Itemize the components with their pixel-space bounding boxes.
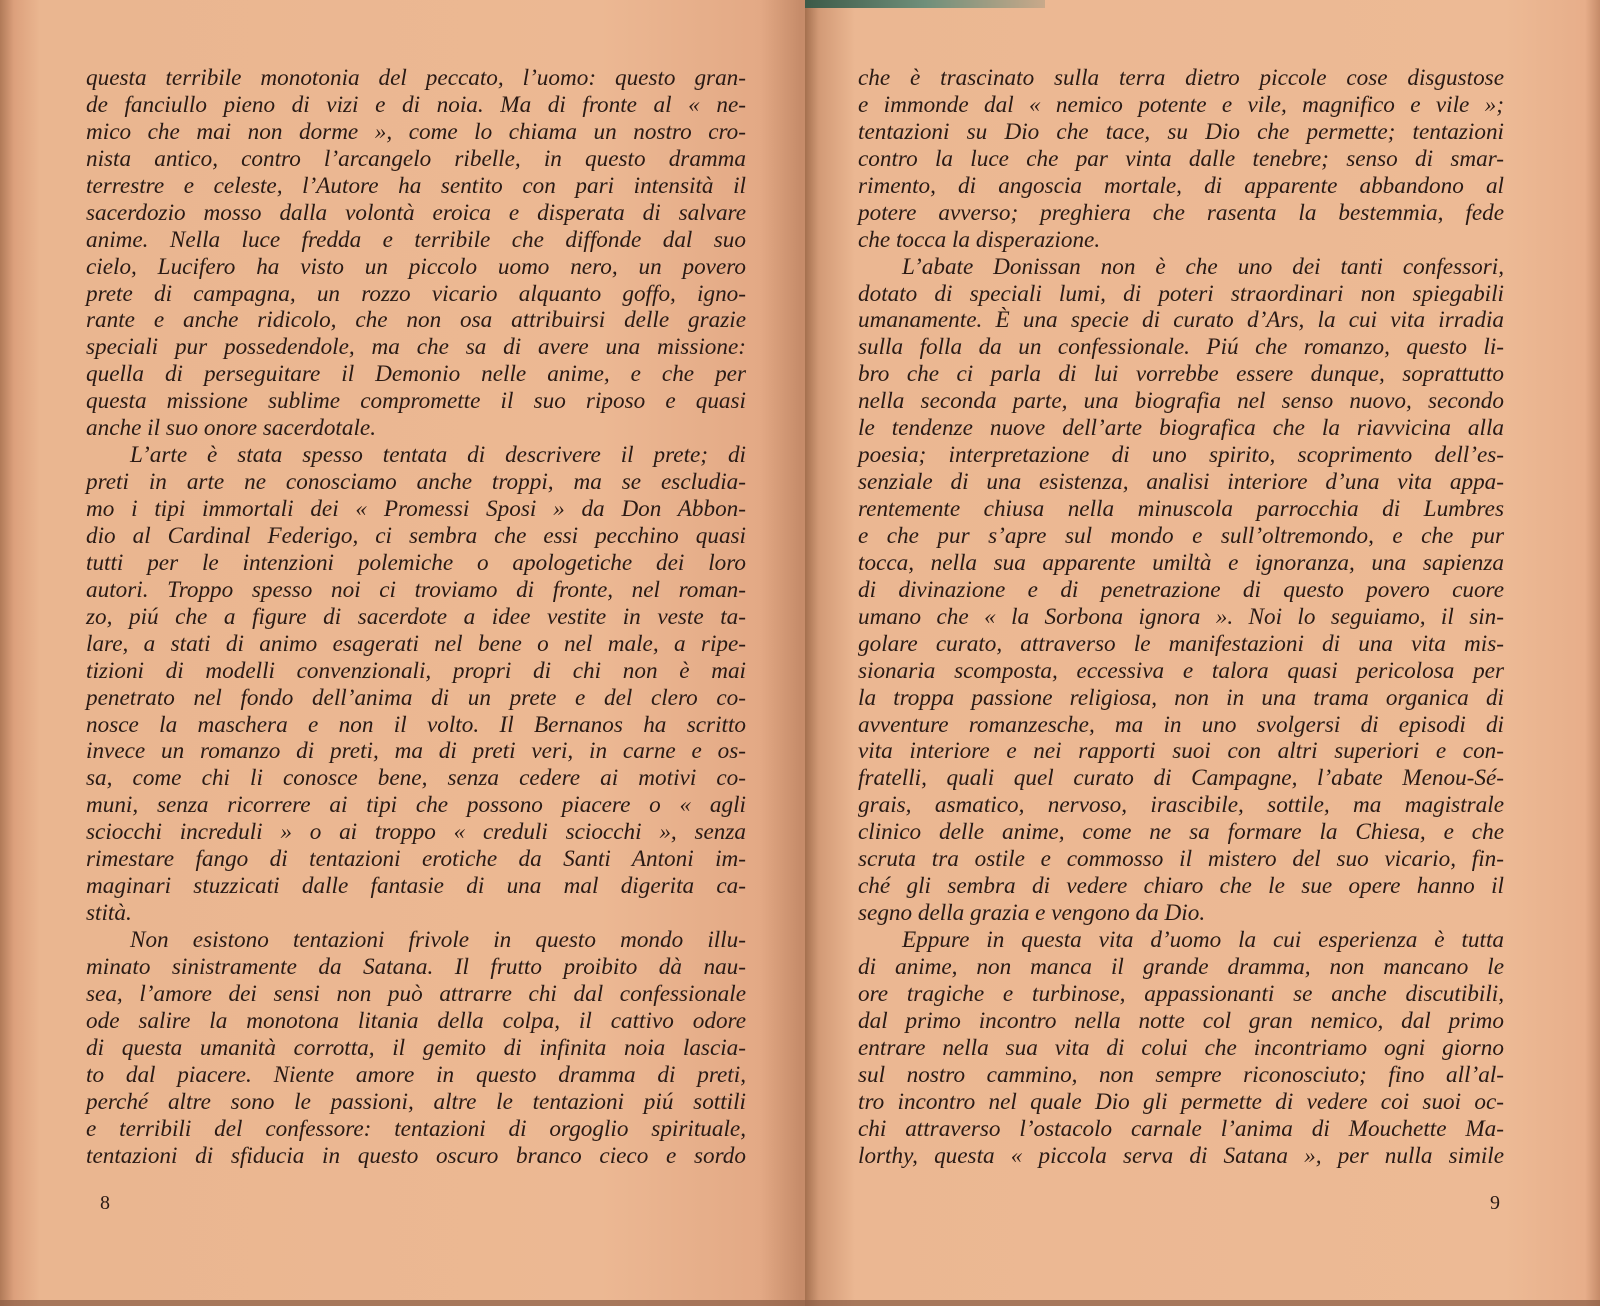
text-line: sulla folla da un confessionale. Piú che romanzo, questo li- <box>858 334 1504 361</box>
text-line: dio al Cardinal Federigo, ci sembra che essi pecchino quasi <box>86 522 746 549</box>
text-line: speciali pur possedendole, ma che sa di avere una missione: <box>86 334 746 361</box>
right-page <box>805 0 1600 1306</box>
text-line: poesia; interpretazione di uno spirito, scoprimento dell’es- <box>858 442 1504 469</box>
page-number: 9 <box>1490 1192 1500 1214</box>
text-line: prete di campagna, un rozzo vicario alquanto goffo, igno- <box>86 280 746 307</box>
text-line: terrestre e celeste, l’Autore ha sentito con pari intensità il <box>86 172 746 199</box>
text-line: questa missione sublime compromette il suo riposo e quasi <box>86 388 746 415</box>
text-line: penetrato nel fondo dell’anima di un prete e del clero co- <box>86 684 746 711</box>
text-line: tentazioni di sfiducia in questo oscuro branco cieco e sordo <box>86 1142 746 1169</box>
text-line: le tendenze nuove dell’arte biografica che la riavvicina alla <box>858 415 1504 442</box>
text-line: sciocchi increduli » o ai troppo « creduli sciocchi », senza <box>86 819 746 846</box>
text-line: tocca, nella sua apparente umiltà e ignoranza, una sapienza <box>858 549 1504 576</box>
text-line: L’abate Donissan non è che uno dei tanti confessori, <box>902 253 1504 280</box>
text-line: tro incontro nel quale Dio gli permette di vedere coi suoi oc- <box>858 1088 1504 1115</box>
page-number: 8 <box>100 1192 110 1214</box>
text-line: contro la luce che par vinta dalle tenebre; senso di smar- <box>858 145 1504 172</box>
text-line: to dal piacere. Niente amore in questo dramma di preti, <box>86 1061 746 1088</box>
text-line: e che pur s’apre sul mondo e sull’oltremondo, e che pur <box>858 522 1504 549</box>
text-line: sea, l’amore dei sensi non può attrarre chi dal confessionale <box>86 980 746 1007</box>
text-line: autori. Troppo spesso noi ci troviamo di fronte, nel roman- <box>86 576 746 603</box>
text-line: nella seconda parte, una biografia nel senso nuovo, secondo <box>858 388 1504 415</box>
text-line: dotato di speciali lumi, di poteri straordinari non spiegabili <box>858 280 1504 307</box>
text-line: clinico delle anime, come ne sa formare la Chiesa, e che <box>858 819 1504 846</box>
text-line: invece un romanzo di preti, ma di preti veri, in carne e os- <box>86 738 746 765</box>
text-line: vita interiore e nei rapporti suoi con altri superiori e con- <box>858 738 1504 765</box>
text-line: zo, piú che a figure di sacerdote a idee vestite in veste ta- <box>86 603 746 630</box>
text-line: questa terribile monotonia del peccato, l’uomo: questo gran- <box>86 65 746 91</box>
text-line: anche il suo onore sacerdotale. <box>86 415 377 442</box>
text-line: di divinazione e di penetrazione di questo povero cuore <box>858 576 1504 603</box>
text-line: minato sinistramente da Satana. Il frutto proibito dà nau- <box>86 953 746 980</box>
text-line: anime. Nella luce fredda e terribile che diffonde dal suo <box>86 226 746 253</box>
text-line: nista antico, contro l’arcangelo ribelle, in questo dramma <box>86 145 746 172</box>
text-line: avventure romanzesche, ma in uno svolgersi di episodi di <box>858 711 1504 738</box>
text-line: golare curato, attraverso le manifestazioni di una vita mis- <box>858 630 1504 657</box>
text-line: preti in arte ne conosciamo anche troppi, ma se escludia- <box>86 469 746 496</box>
text-line: perché altre sono le passioni, altre le tentazioni piú sottili <box>86 1088 746 1115</box>
text-line: Non esistono tentazioni frivole in questo mondo illu- <box>130 927 746 953</box>
text-line: muni, senza ricorrere ai tipi che possono piacere o « agli <box>86 792 746 819</box>
text-line: umano che « la Sorbona ignora ». Noi lo seguiamo, il sin- <box>858 603 1504 630</box>
text-line: scruta tra ostile e commosso il mistero del suo vicario, fin- <box>858 846 1504 873</box>
text-line: segno della grazia e vengono da Dio. <box>858 900 1206 927</box>
text-line: quella di perseguitare il Demonio nelle anime, e che per <box>86 361 746 388</box>
text-line: fratelli, quali quel curato di Campagne, l’abate Menou-Sé- <box>858 765 1504 792</box>
text-line: sionaria scomposta, eccessiva e talora quasi pericolosa per <box>858 657 1504 684</box>
page-text <box>86 65 746 1169</box>
text-line: tutti per le intenzioni polemiche o apologetiche dei loro <box>86 549 746 576</box>
cover-edge <box>805 0 1045 8</box>
text-line: e immonde dal « nemico potente e vile, magnifico e vile »; <box>858 91 1504 118</box>
text-line: entrare nella sua vita di colui che incontriamo ogni giorno <box>858 1034 1504 1061</box>
text-line: mo i tipi immortali dei « Promessi Sposi » da Don Abbon- <box>86 496 746 522</box>
text-line: lare, a stati di animo esagerati nel bene o nel male, a ripe- <box>86 630 746 657</box>
text-line: sul nostro cammino, non sempre riconosciuto; fino all’al- <box>858 1061 1504 1088</box>
text-line: ché gli sembra di vedere chiaro che le sue opere hanno il <box>858 873 1504 900</box>
text-line: ode salire la monotona litania della colpa, il cattivo odore <box>86 1007 746 1034</box>
text-line: di questa umanità corrotta, il gemito di infinita noia lascia- <box>86 1034 746 1061</box>
text-line: lorthy, questa « piccola serva di Satana », per nulla simile <box>858 1142 1504 1169</box>
text-line: sa, come chi li conosce bene, senza cedere ai motivi co- <box>86 765 746 792</box>
page-text <box>858 65 1504 1169</box>
page-edge <box>0 1300 1600 1306</box>
text-line: cielo, Lucifero ha visto un piccolo uomo nero, un povero <box>86 253 746 280</box>
text-line: de fanciullo pieno di vizi e di noia. Ma di fronte al « ne- <box>86 91 746 118</box>
text-line: rimestare fango di tentazioni erotiche da Santi Antoni im- <box>86 846 746 873</box>
text-line: rante e anche ridicolo, che non osa attribuirsi delle grazie <box>86 307 746 334</box>
text-line: dal primo incontro nella notte col gran nemico, dal primo <box>858 1007 1504 1034</box>
text-line: ore tragiche e turbinose, appassionanti se anche discutibili, <box>858 980 1504 1007</box>
text-line: di anime, non manca il grande dramma, non mancano le <box>858 953 1504 980</box>
text-line: che è trascinato sulla terra dietro piccole cose disgustose <box>858 65 1504 91</box>
text-line: e terribili del confessore: tentazioni di orgoglio spirituale, <box>86 1115 746 1142</box>
text-line: mico che mai non dorme », come lo chiama un nostro cro- <box>86 118 746 145</box>
text-line: stità. <box>86 900 132 927</box>
text-line: rimento, di angoscia mortale, di apparente abbandono al <box>858 172 1504 199</box>
text-line: che tocca la disperazione. <box>858 226 1101 253</box>
text-line: chi attraverso l’ostacolo carnale l’anima di Mouchette Ma- <box>858 1115 1504 1142</box>
text-line: tizioni di modelli convenzionali, propri di chi non è mai <box>86 657 746 684</box>
text-line: senziale di una esistenza, analisi interiore d’una vita appa- <box>858 469 1504 496</box>
text-line: maginari stuzzicati dalle fantasie di una mal digerita ca- <box>86 873 746 900</box>
text-line: bro che ci parla di lui vorrebbe essere dunque, soprattutto <box>858 361 1504 388</box>
text-line: potere avverso; preghiera che rasenta la bestemmia, fede <box>858 199 1504 226</box>
text-line: rentemente chiusa nella minuscola parrocchia di Lumbres <box>858 496 1504 522</box>
text-line: la troppa passione religiosa, non in una trama organica di <box>858 684 1504 711</box>
text-line: L’arte è stata spesso tentata di descrivere il prete; di <box>130 442 746 469</box>
text-line: umanamente. È una specie di curato d’Ars, la cui vita irradia <box>858 307 1504 334</box>
text-line: nosce la maschera e non il volto. Il Bernanos ha scritto <box>86 711 746 738</box>
text-line: tentazioni su Dio che tace, su Dio che permette; tentazioni <box>858 118 1504 145</box>
text-line: grais, asmatico, nervoso, irascibile, sottile, ma magistrale <box>858 792 1504 819</box>
text-line: Eppure in questa vita d’uomo la cui esperienza è tutta <box>902 927 1504 953</box>
text-line: sacerdozio mosso dalla volontà eroica e disperata di salvare <box>86 199 746 226</box>
